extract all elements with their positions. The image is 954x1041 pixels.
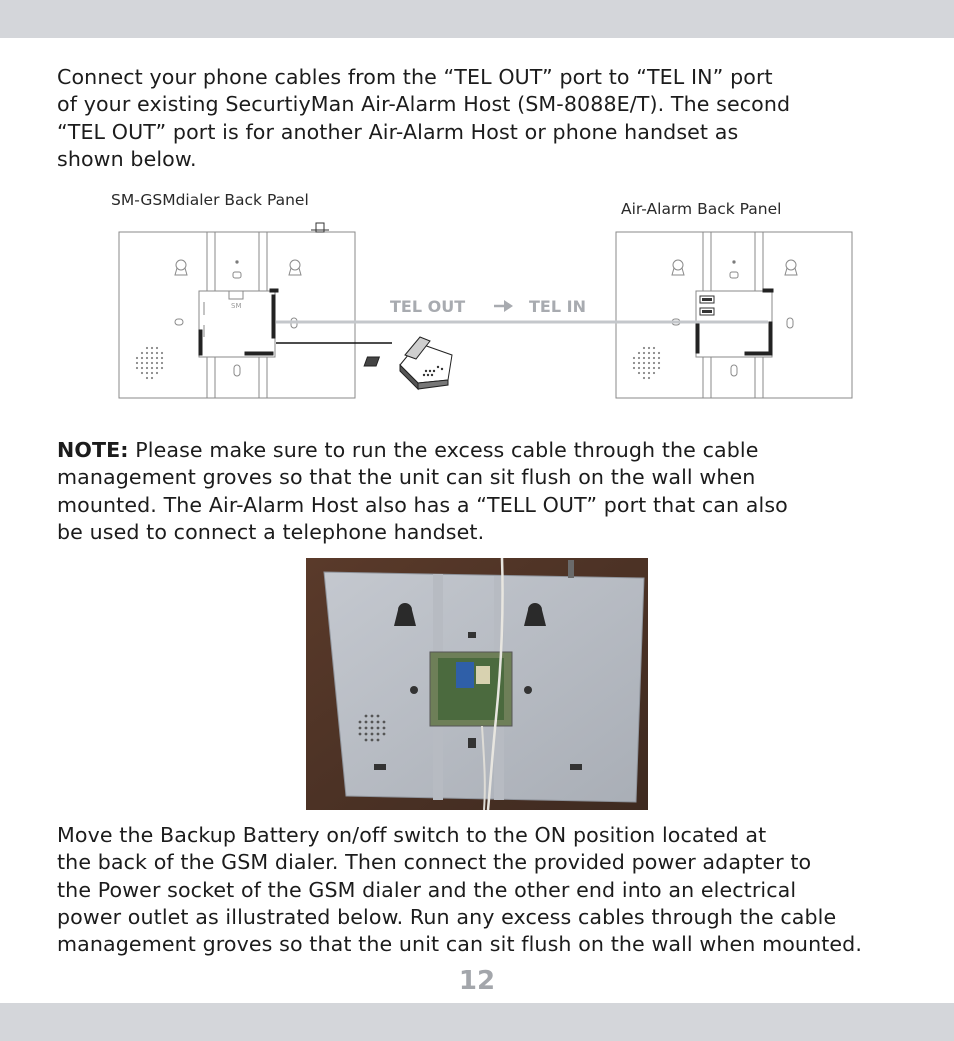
text-line: management groves so that the unit can sit flush on the wall when mounted. xyxy=(57,932,862,957)
footer-band xyxy=(0,1003,954,1041)
text-line: shown below. xyxy=(57,146,197,171)
text-line: the back of the GSM dialer. Then connect the provided power adapter to xyxy=(57,850,812,875)
note-text: Please make sure to run the excess cable through the cable xyxy=(128,438,759,462)
note-paragraph xyxy=(57,437,788,546)
text-line: Move the Backup Battery on/off switch to the ON position located at xyxy=(57,823,767,847)
page-number: 12 xyxy=(458,966,496,996)
text-line: of your existing SecurtiyMan Air-Alarm Host (SM-8088E/T). The second xyxy=(57,92,791,117)
gsm-panel-label: SM-GSMdialer Back Panel xyxy=(111,191,309,209)
text-line: Connect your phone cables from the “TEL OUT” port to “TEL IN” port xyxy=(57,65,773,89)
device-back-photo xyxy=(306,558,648,810)
tel-out-label: TEL OUT xyxy=(390,297,466,316)
text-line xyxy=(57,437,788,464)
connection-diagram xyxy=(100,185,860,405)
text-line: power outlet as illustrated below. Run any excess cables through the cable xyxy=(57,904,837,929)
sim-label: SM xyxy=(231,302,242,310)
tel-in-label: TEL IN xyxy=(529,297,586,316)
text-line: management groves so that the unit can sit flush on the wall when xyxy=(57,465,756,490)
intro-paragraph xyxy=(57,64,790,173)
text-line: mounted. The Air-Alarm Host also has a “TELL OUT” port that can also xyxy=(57,492,788,517)
text-line: be used to connect a telephone handset. xyxy=(57,519,485,544)
header-band xyxy=(0,0,954,38)
arrow-right-icon xyxy=(494,300,513,312)
telephone-icon xyxy=(364,337,452,389)
alarm-back-panel xyxy=(616,232,852,398)
power-paragraph xyxy=(57,822,862,958)
alarm-panel-label: Air-Alarm Back Panel xyxy=(621,200,782,218)
text-line: “TEL OUT” port is for another Air-Alarm Host or phone handset as xyxy=(57,119,739,144)
gsm-back-panel xyxy=(119,223,355,398)
text-line: the Power socket of the GSM dialer and the other end into an electrical xyxy=(57,877,797,902)
note-label: NOTE: xyxy=(57,438,129,462)
